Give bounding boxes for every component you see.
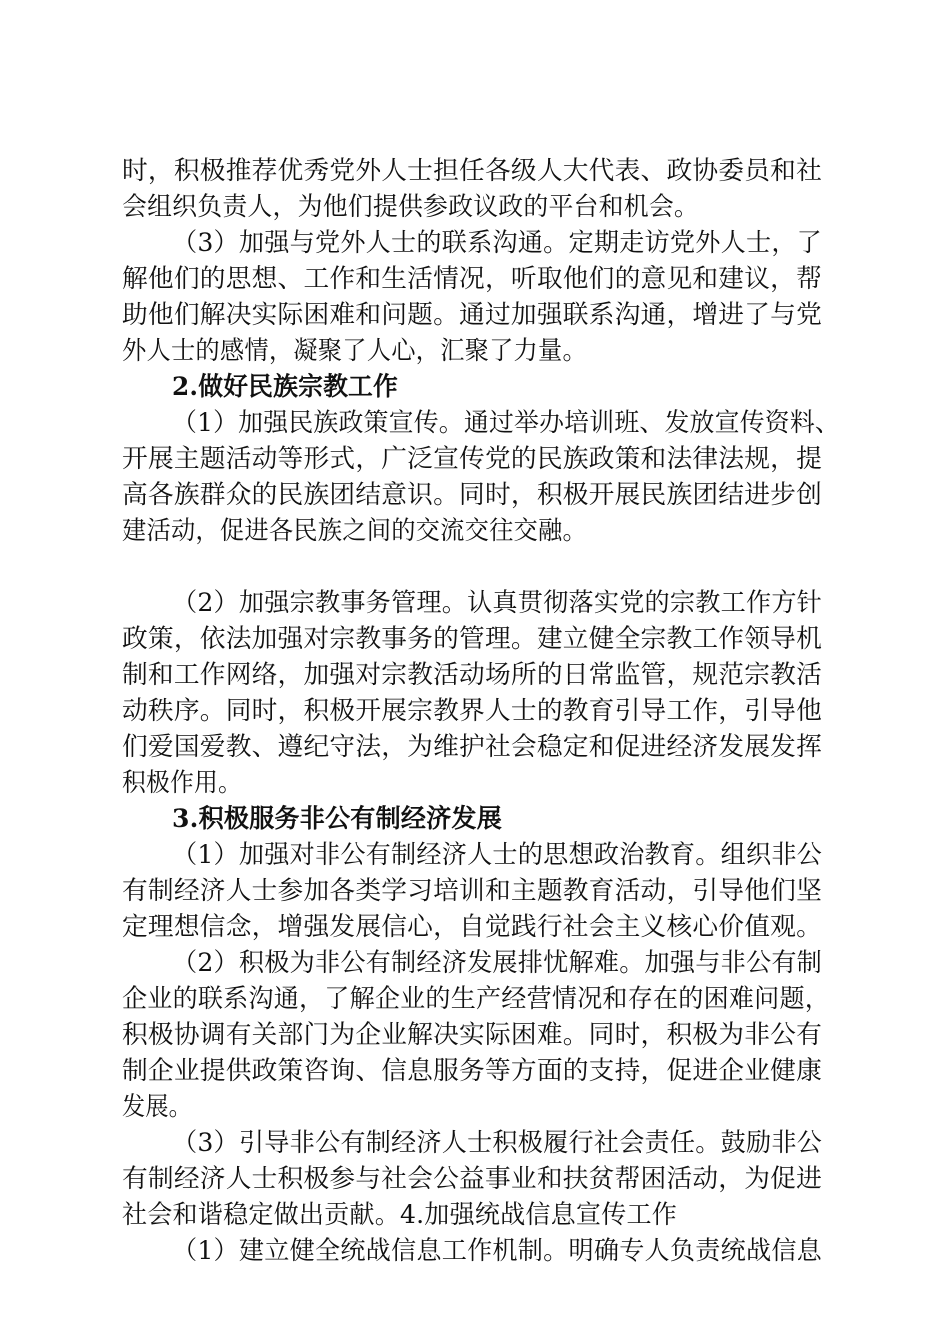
text-line	[0, 980, 950, 1016]
line-text: 解他们的思想、工作和生活情况，听取他们的意见和建议，帮	[122, 263, 823, 293]
text-line	[0, 512, 950, 548]
line-text: 制和工作网络，加强对宗教活动场所的日常监管，规范宗教活	[122, 659, 823, 689]
text-line	[0, 728, 950, 764]
line-text: 会组织负责人，为他们提供参政议政的平台和机会。	[122, 191, 699, 221]
text-line	[0, 656, 950, 692]
line-text: 助他们解决实际困难和问题。通过加强联系沟通，增进了与党	[122, 299, 823, 329]
line-text: 政策，依法加强对宗教事务的管理。建立健全宗教工作领导机	[122, 623, 823, 653]
text-line	[0, 296, 950, 332]
line-text: 积极协调有关部门为企业解决实际困难。同时，积极为非公有	[122, 1019, 823, 1049]
heading-text: 3.积极服务非公有制经济发展	[172, 803, 502, 833]
line-text: 建活动，促进各民族之间的交流交往交融。	[122, 515, 587, 545]
line-text: （2）加强宗教事务管理。认真贯彻落实党的宗教工作方针	[172, 587, 823, 617]
text-line	[0, 620, 950, 656]
text-line	[0, 224, 950, 260]
line-text: （3）加强与党外人士的联系沟通。定期走访党外人士，了	[172, 227, 823, 257]
line-text: （1）加强民族政策宣传。通过举办培训班、发放宣传资料、	[172, 407, 841, 437]
text-line	[0, 764, 950, 800]
text-line	[0, 188, 950, 224]
section-heading	[0, 800, 950, 836]
text-line	[0, 1088, 950, 1124]
line-text: 积极作用。	[122, 767, 242, 797]
line-text: 企业的联系沟通，了解企业的生产经营情况和存在的困难问题，	[122, 983, 831, 1013]
text-line	[0, 1124, 950, 1160]
text-line	[0, 908, 950, 944]
text-line	[0, 1232, 950, 1268]
line-text: 时，积极推荐优秀党外人士担任各级人大代表、政协委员和社	[122, 155, 823, 185]
line-text: 高各族群众的民族团结意识。同时，积极开展民族团结进步创	[122, 479, 823, 509]
text-line	[0, 872, 950, 908]
line-text: 制企业提供政策咨询、信息服务等方面的支持，促进企业健康	[122, 1055, 823, 1085]
text-line	[0, 152, 950, 188]
line-text: 有制经济人士积极参与社会公益事业和扶贫帮困活动，为促进	[122, 1163, 823, 1193]
line-text: 有制经济人士参加各类学习培训和主题教育活动，引导他们坚	[122, 875, 823, 905]
text-line	[0, 1016, 950, 1052]
line-text: 外人士的感情，凝聚了人心，汇聚了力量。	[122, 335, 587, 365]
text-line	[0, 332, 950, 368]
section-heading	[0, 368, 950, 404]
line-text: （3）引导非公有制经济人士积极履行社会责任。鼓励非公	[172, 1127, 823, 1157]
text-line	[0, 440, 950, 476]
text-line	[0, 584, 950, 620]
heading-text: 2.做好民族宗教工作	[172, 371, 398, 401]
text-line	[0, 1196, 950, 1232]
text-line	[0, 260, 950, 296]
text-line	[0, 836, 950, 872]
text-line	[0, 476, 950, 512]
line-text: 动秩序。同时，积极开展宗教界人士的教育引导工作，引导他	[122, 695, 823, 725]
text-line	[0, 404, 950, 440]
line-text: 定理想信念，增强发展信心，自觉践行社会主义核心价值观。	[122, 911, 823, 941]
line-text: （1）建立健全统战信息工作机制。明确专人负责统战信息	[172, 1235, 823, 1265]
text-line	[0, 1052, 950, 1088]
line-text: （2）积极为非公有制经济发展排忧解难。加强与非公有制	[172, 947, 823, 977]
text-line	[0, 692, 950, 728]
line-text: （1）加强对非公有制经济人士的思想政治教育。组织非公	[172, 839, 823, 869]
line-text: 开展主题活动等形式，广泛宣传党的民族政策和法律法规，提	[122, 443, 823, 473]
text-line	[0, 944, 950, 980]
line-text: 们爱国爱教、遵纪守法，为维护社会稳定和促进经济发展发挥	[122, 731, 823, 761]
text-line	[0, 1160, 950, 1196]
line-text: 发展。	[122, 1091, 193, 1121]
line-text: 社会和谐稳定做出贡献。4.加强统战信息宣传工作	[122, 1199, 678, 1229]
